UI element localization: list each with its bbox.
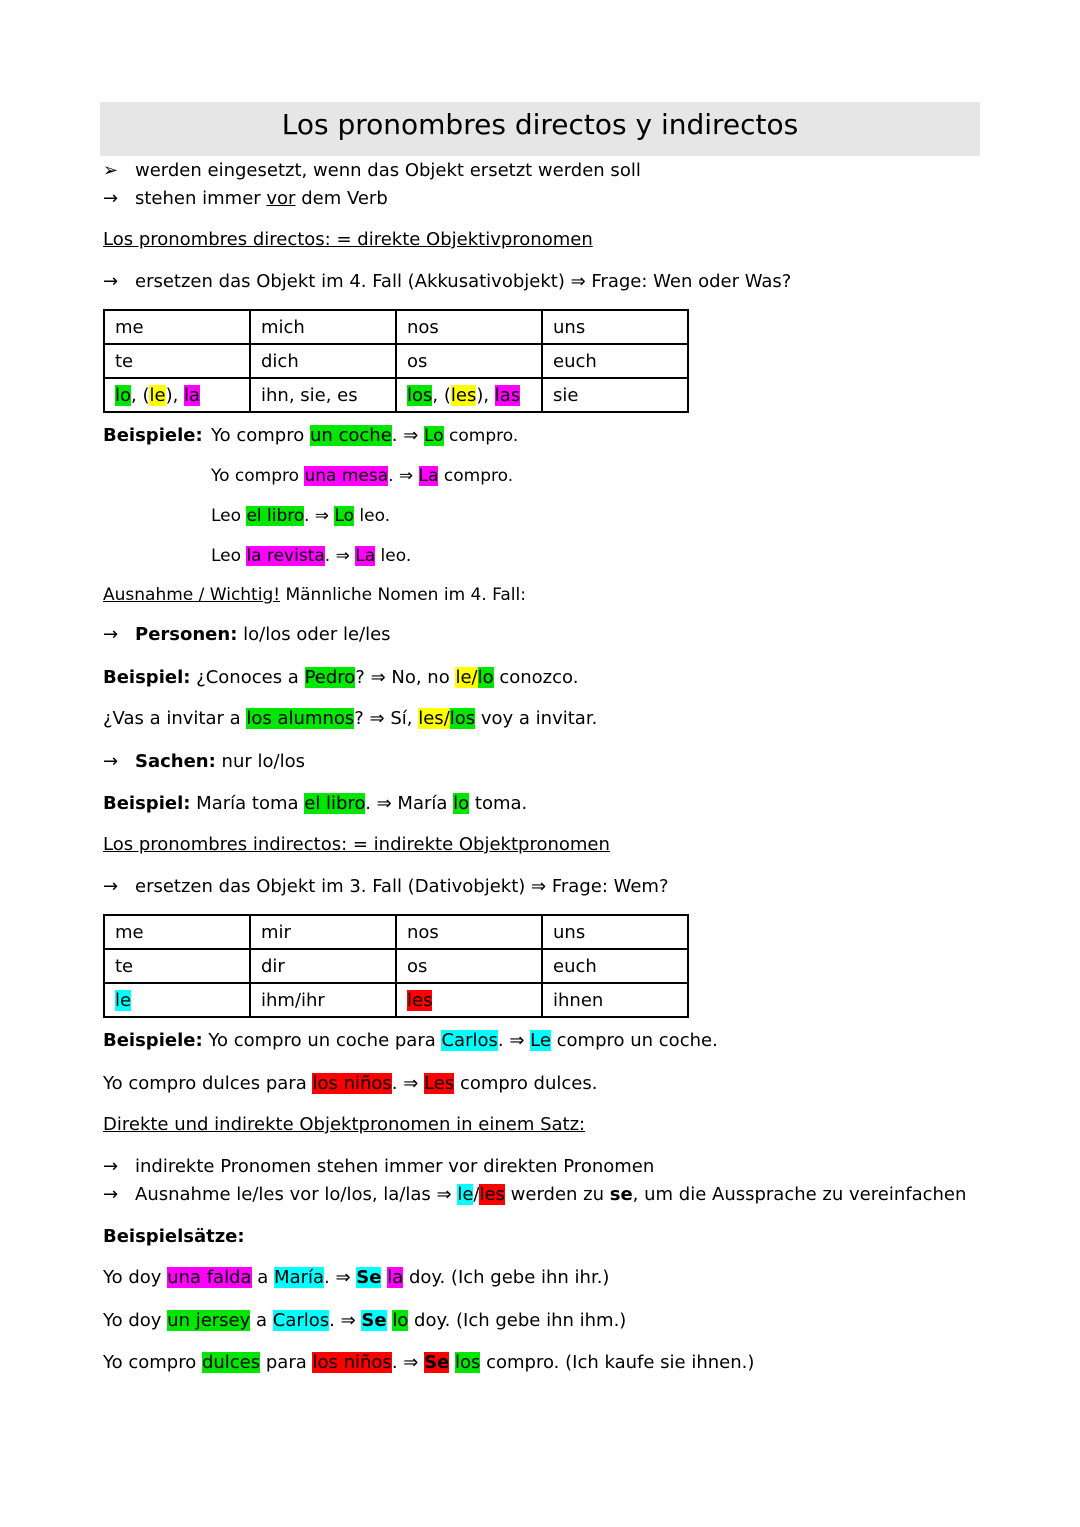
- combined-example-2: [103, 1310, 626, 1332]
- right-arrow-icon: →: [103, 1156, 119, 1177]
- ex-pronoun: La: [418, 466, 439, 486]
- table-cell: ihnen: [542, 983, 688, 1017]
- examples-label: Beispielsätze:: [103, 1226, 245, 1247]
- ex-text: María toma: [190, 793, 305, 814]
- ex-text: Yo compro dulces para: [103, 1073, 313, 1094]
- table-cell: lo, (le), la: [104, 378, 250, 412]
- right-arrow-icon: →: [103, 876, 119, 897]
- indirect-description: [103, 876, 669, 898]
- combined-heading: Direkte und indirekte Objektpronomen in einem Satz:: [103, 1114, 586, 1135]
- ex-text: . ⇒: [303, 506, 335, 526]
- table-row: [104, 378, 688, 412]
- indirect-heading: Los pronombres indirectos: = indirekte Objektpronomen: [103, 834, 610, 855]
- ex-highlight: un jersey: [167, 1310, 251, 1331]
- ex-highlight: los niños: [312, 1073, 392, 1094]
- ex-text: Yo compro: [103, 1352, 202, 1373]
- combined-rule-1: [103, 1156, 654, 1178]
- table-row: [104, 983, 688, 1017]
- ex-pronoun: la: [387, 1267, 404, 1288]
- ex-text: compro un coche.: [550, 1030, 718, 1051]
- exception-note: [103, 584, 526, 606]
- ex-text: Yo compro: [211, 466, 305, 486]
- indirect-pronoun-table: [103, 914, 689, 1018]
- things-example: [103, 793, 527, 815]
- ex-text: ¿Conoces a: [190, 667, 305, 688]
- ex-text: para: [260, 1352, 313, 1373]
- ex-text: compro. (Ich kaufe sie ihnen.): [480, 1352, 755, 1373]
- ex-text: Yo doy: [103, 1267, 168, 1288]
- table-row: [104, 949, 688, 983]
- arrow-bullet-icon: ➢: [103, 160, 119, 181]
- right-arrow-icon: →: [103, 624, 119, 645]
- table-cell: os: [396, 949, 542, 983]
- direct-desc-text: ersetzen das Objekt im 4. Fall (Akkusativobjekt) ⇒ Frage: Wen oder Was?: [135, 271, 792, 292]
- table-cell: mir: [250, 915, 396, 949]
- ex-text: Yo compro un coche para: [202, 1030, 442, 1051]
- table-cell: uns: [542, 915, 688, 949]
- indirect-desc-text: ersetzen das Objekt im 3. Fall (Dativobjekt) ⇒ Frage: Wem?: [135, 876, 669, 897]
- table-cell: te: [104, 949, 250, 983]
- ex-highlight: María: [274, 1267, 325, 1288]
- direct-example-4: [211, 545, 411, 567]
- ex-text: compro.: [443, 426, 519, 446]
- se-word: Se: [361, 1310, 387, 1331]
- table-cell: nos: [396, 310, 542, 344]
- ex-pronoun: los: [454, 1352, 481, 1373]
- ex-pronoun: lo: [392, 1310, 409, 1331]
- table-cell: dich: [250, 344, 396, 378]
- table-cell: euch: [542, 344, 688, 378]
- ex-text: Yo compro: [211, 425, 310, 446]
- intro-bullet-1: [103, 160, 641, 182]
- ex-text: voy a invitar.: [475, 708, 598, 729]
- persons-example-2: [103, 708, 597, 730]
- ex-text: a: [250, 1310, 273, 1331]
- right-arrow-icon: →: [103, 271, 119, 292]
- intro-text-2-vor: vor: [266, 188, 296, 209]
- ex-text: ¿Vas a invitar a: [103, 708, 247, 729]
- ex-highlight: Pedro: [304, 667, 356, 688]
- persons-label: Personen:: [135, 624, 238, 645]
- table-cell: te: [104, 344, 250, 378]
- ex-text: . ⇒ María: [365, 793, 454, 814]
- ex-text: . ⇒: [391, 1073, 425, 1094]
- examples-label: Beispiele:: [103, 425, 203, 446]
- ex-text: leo.: [354, 506, 391, 526]
- ex-text: . ⇒: [324, 1267, 357, 1288]
- ex-highlight: la revista: [246, 546, 325, 566]
- example-label: Beispiel:: [103, 667, 191, 688]
- direct-example-3: [211, 505, 390, 527]
- ex-slash: /: [473, 1184, 480, 1205]
- rule-text: werden zu: [504, 1184, 610, 1205]
- ex-pronoun: los: [449, 708, 476, 729]
- ex-text: . ⇒: [391, 1352, 425, 1373]
- direct-example-2: [211, 465, 513, 487]
- ex-text: compro.: [438, 466, 514, 486]
- ex-slash: /: [471, 667, 478, 688]
- table-cell: me: [104, 310, 250, 344]
- ex-highlight: dulces: [201, 1352, 261, 1373]
- indirect-example-1: [103, 1030, 718, 1052]
- intro-bullet-2: [103, 188, 388, 210]
- ex-pronoun: les: [479, 1184, 505, 1205]
- ex-text: . ⇒: [324, 546, 356, 566]
- direct-example-1-text: [211, 425, 518, 447]
- ex-text: compro dulces.: [454, 1073, 598, 1094]
- ex-text: . ⇒: [329, 1310, 362, 1331]
- table-cell: dir: [250, 949, 396, 983]
- ex-text: leo.: [375, 546, 412, 566]
- ex-pronoun: Les: [424, 1073, 455, 1094]
- ex-text: ? ⇒ Sí,: [354, 708, 419, 729]
- ex-text: . ⇒: [391, 425, 425, 446]
- ex-pronoun: lo: [453, 793, 470, 814]
- direct-example-1: [103, 425, 203, 447]
- table-cell: le: [104, 983, 250, 1017]
- page-title: Los pronombres directos y indirectos: [100, 102, 980, 156]
- ex-text: . ⇒: [388, 466, 419, 486]
- ex-highlight: el libro: [246, 506, 304, 526]
- ex-highlight: los alumnos: [246, 708, 355, 729]
- table-cell: euch: [542, 949, 688, 983]
- ex-text: conozco.: [493, 667, 579, 688]
- intro-text-2b: dem Verb: [295, 188, 388, 209]
- intro-text-2a: stehen immer: [135, 188, 267, 209]
- combined-example-3: [103, 1352, 754, 1374]
- table-cell: sie: [542, 378, 688, 412]
- combined-example-1: [103, 1267, 609, 1289]
- direct-description: [103, 271, 791, 293]
- things-text: nur lo/los: [215, 751, 305, 772]
- ex-text: doy. (Ich gebe ihn ihr.): [403, 1267, 610, 1288]
- right-arrow-icon: →: [103, 1184, 119, 1205]
- things-label: Sachen:: [135, 751, 216, 772]
- ex-pronoun: La: [355, 546, 376, 566]
- table-cell: ihn, sie, es: [250, 378, 396, 412]
- things-rule: [103, 751, 305, 773]
- persons-text: lo/los oder le/les: [237, 624, 391, 645]
- direct-heading: Los pronombres directos: = direkte Objektivpronomen: [103, 229, 593, 250]
- ex-text: Leo: [211, 546, 247, 566]
- ex-highlight: una mesa: [304, 466, 389, 486]
- direct-pronoun-table: [103, 309, 689, 413]
- intro-text-1: werden eingesetzt, wenn das Objekt ersetzt werden soll: [135, 160, 641, 181]
- persons-rule: [103, 624, 391, 646]
- ex-highlight: una falda: [167, 1267, 252, 1288]
- table-cell: ihm/ihr: [250, 983, 396, 1017]
- ex-highlight: Carlos: [272, 1310, 330, 1331]
- ex-text: a: [251, 1267, 275, 1288]
- se-word: Se: [356, 1267, 382, 1288]
- ex-text: . ⇒: [497, 1030, 531, 1051]
- ex-pronoun: lo: [477, 667, 494, 688]
- exception-label: Ausnahme / Wichtig!: [103, 585, 281, 605]
- ex-highlight: Carlos: [441, 1030, 498, 1051]
- rule-text: indirekte Pronomen stehen immer vor direkten Pronomen: [135, 1156, 655, 1177]
- table-cell: mich: [250, 310, 396, 344]
- ex-pronoun: le: [455, 667, 472, 688]
- table-cell: me: [104, 915, 250, 949]
- ex-pronoun: Le: [530, 1030, 551, 1051]
- se-word: se: [609, 1184, 633, 1205]
- table-cell: nos: [396, 915, 542, 949]
- ex-highlight: el libro: [304, 793, 366, 814]
- ex-text: ? ⇒ No, no: [355, 667, 456, 688]
- ex-text: Leo: [211, 506, 247, 526]
- table-row: [104, 344, 688, 378]
- right-arrow-icon: →: [103, 751, 119, 772]
- table-cell: uns: [542, 310, 688, 344]
- ex-text: toma.: [469, 793, 528, 814]
- ex-pronoun: Lo: [424, 426, 444, 446]
- rule-text: Ausnahme le/les vor lo/los, la/las ⇒: [135, 1184, 458, 1205]
- table-cell: os: [396, 344, 542, 378]
- rule-text: , um die Aussprache zu vereinfachen: [632, 1184, 967, 1205]
- ex-pronoun: les: [418, 708, 444, 729]
- examples-label: Beispiele:: [103, 1030, 203, 1051]
- ex-text: Yo doy: [103, 1310, 168, 1331]
- ex-highlight: un coche: [309, 425, 392, 446]
- ex-text: doy. (Ich gebe ihn ihm.): [408, 1310, 627, 1331]
- ex-highlight: los niños: [312, 1352, 392, 1373]
- table-row: [104, 310, 688, 344]
- exception-text: Männliche Nomen im 4. Fall:: [280, 585, 526, 605]
- ex-slash: /: [443, 708, 450, 729]
- right-arrow-icon: →: [103, 188, 119, 209]
- example-sentences-label: [103, 1226, 245, 1248]
- indirect-example-2: [103, 1073, 597, 1095]
- se-word: Se: [424, 1352, 450, 1373]
- ex-pronoun: le: [457, 1184, 474, 1205]
- table-cell: los, (les), las: [396, 378, 542, 412]
- combined-rule-2: [103, 1184, 966, 1206]
- persons-example-1: [103, 667, 578, 689]
- table-cell: les: [396, 983, 542, 1017]
- example-label: Beispiel:: [103, 793, 191, 814]
- table-row: [104, 915, 688, 949]
- ex-pronoun: Lo: [334, 506, 355, 526]
